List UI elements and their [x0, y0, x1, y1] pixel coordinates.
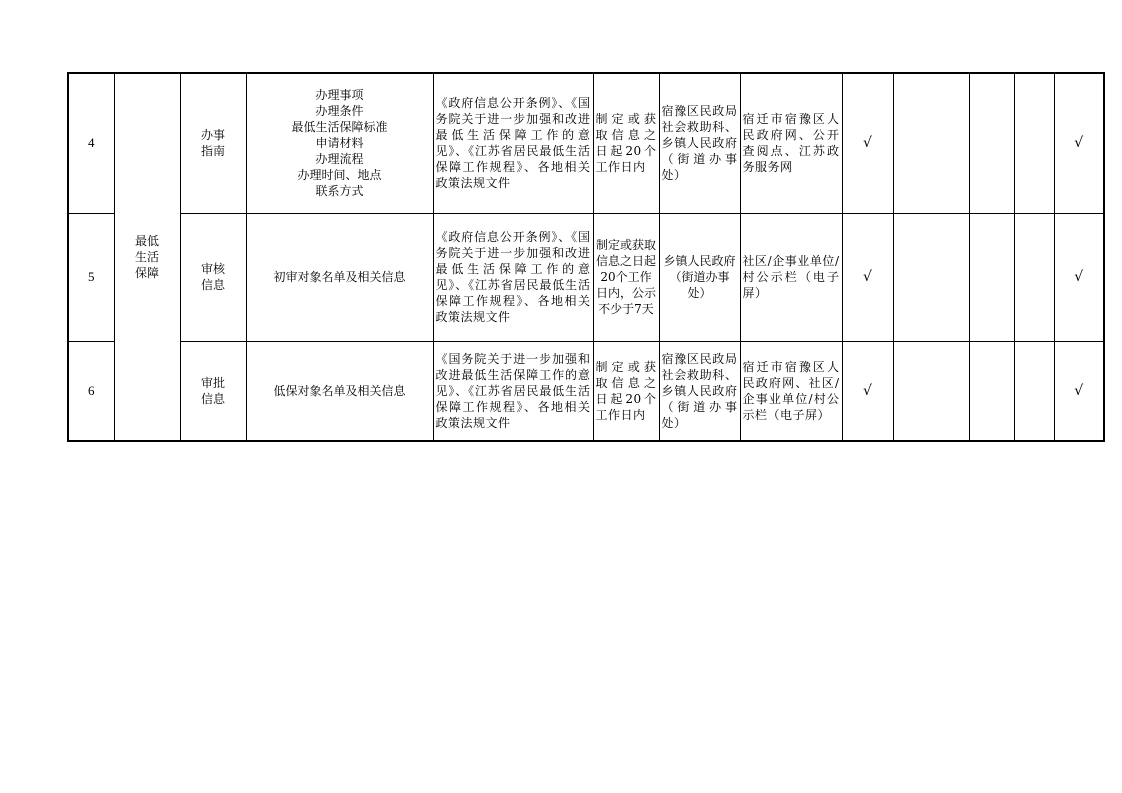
category-line: 保障 [134, 266, 159, 280]
time-limit-cell: 制定或获取信息之日起20个工作日内 [593, 73, 659, 213]
subject-cell: 乡镇人民政府（街道办事处） [659, 213, 740, 341]
item-line: 办事 [200, 128, 225, 143]
content-cell: 初审对象名单及相关信息 [246, 213, 433, 341]
table-row [68, 341, 1104, 441]
subject-cell: 宿豫区民政局社会救助科、乡镇人民政府（街道办事处） [659, 341, 740, 441]
disclosure-table [67, 72, 1105, 442]
item-line: 信息 [200, 391, 225, 406]
empty-cell [893, 341, 969, 441]
channel-cell: 宿迁市宿豫区人民政府网、社区/企事业单位/村公示栏（电子屏） [740, 341, 842, 441]
content-line: 办理流程 [315, 152, 364, 167]
check-mark: √ [1054, 73, 1104, 213]
category-line: 生活 [134, 250, 159, 264]
check-mark: √ [1054, 213, 1104, 341]
item-cell [180, 341, 246, 441]
check-mark: √ [1054, 341, 1104, 441]
item-cell [180, 73, 246, 213]
row-number: 6 [68, 341, 114, 441]
empty-cell [969, 73, 1014, 213]
time-limit-cell: 制定或获取信息之日起20个工作日内 [593, 341, 659, 441]
content-line: 最低生活保障标准 [291, 120, 388, 135]
empty-cell [893, 73, 969, 213]
row-number: 4 [68, 73, 114, 213]
row-number: 5 [68, 213, 114, 341]
empty-cell [969, 341, 1014, 441]
content-line: 办理时间、地点 [297, 168, 382, 183]
content-line: 办理事项 [315, 88, 364, 103]
category-line: 最低 [134, 234, 159, 248]
empty-cell [969, 213, 1014, 341]
table-row [68, 73, 1104, 213]
content-line: 办理条件 [315, 104, 364, 119]
empty-cell [1014, 341, 1054, 441]
category-cell [114, 73, 180, 441]
basis-cell: 《国务院关于进一步加强和改进最低生活保障工作的意见》、《江苏省居民最低生活保障工作规程》、各地相关政策法规文件 [433, 341, 593, 441]
empty-cell [1014, 73, 1054, 213]
content-cell [246, 73, 433, 213]
empty-cell [1014, 213, 1054, 341]
table-row [68, 213, 1104, 341]
check-mark: √ [842, 341, 893, 441]
item-line: 信息 [200, 278, 225, 292]
basis-cell: 《政府信息公开条例》、《国务院关于进一步加强和改进最低生活保障工作的意见》、《江苏省居民最低生活保障工作规程》、各地相关政策法规文件 [433, 213, 593, 341]
content-cell: 低保对象名单及相关信息 [246, 341, 433, 441]
basis-cell: 《政府信息公开条例》、《国务院关于进一步加强和改进最低生活保障工作的意见》、《江苏省居民最低生活保障工作规程》、各地相关政策法规文件 [433, 73, 593, 213]
channel-cell: 社区/企事业单位/村公示栏（电子屏） [740, 213, 842, 341]
item-line: 审批 [200, 375, 225, 390]
check-mark: √ [842, 73, 893, 213]
item-line: 指南 [200, 144, 225, 159]
item-cell [180, 213, 246, 341]
item-line: 审核 [200, 262, 225, 276]
empty-cell [893, 213, 969, 341]
time-limit-cell: 制定或获取信息之日起20个工作日内，公示不少于7天 [593, 213, 659, 341]
channel-cell: 宿迁市宿豫区人民政府网、公开查阅点、江苏政务服务网 [740, 73, 842, 213]
subject-cell: 宿豫区民政局社会救助科、乡镇人民政府（街道办事处） [659, 73, 740, 213]
check-mark: √ [842, 213, 893, 341]
content-line: 申请材料 [315, 136, 364, 151]
content-line: 联系方式 [315, 184, 364, 199]
